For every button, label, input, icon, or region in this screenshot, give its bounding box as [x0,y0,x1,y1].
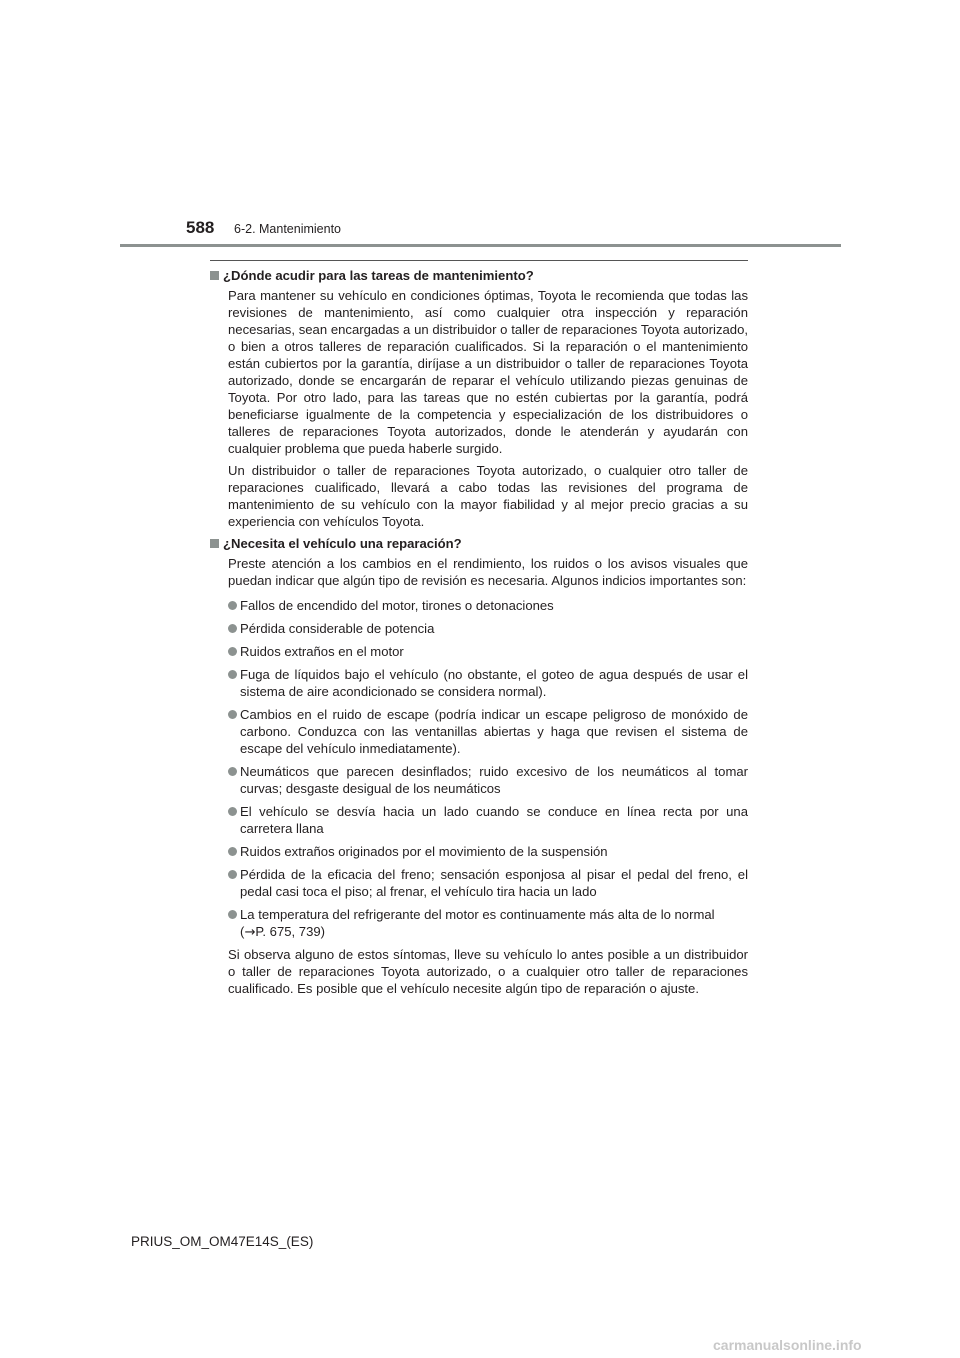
list-item-text-main: La temperatura del refrigerante del motor es continuamente más alta de lo normal [240,907,715,922]
list-item [228,706,748,757]
list-item-text: Pérdida de la eficacia del freno; sensación esponjosa al pisar el pedal del freno, el pedal casi toca el piso; al frenar, el vehículo tira hacia un lado [240,867,748,899]
square-bullet-icon [210,539,219,548]
section-title: 6-2. Mantenimiento [234,222,342,236]
heading-text: ¿Necesita el vehículo una reparación? [223,536,462,551]
paragraph: Preste atención a los cambios en el rendimiento, los ruidos o los avisos visuales que puedan indicar que algún tipo de revisión es necesaria. Algunos indicios importantes son: [228,556,748,588]
page-reference: P. 675, 739) [255,924,326,939]
page-ref-open: ( [240,924,245,939]
circle-bullet-icon [228,847,237,856]
circle-bullet-icon [228,647,237,656]
heading-text: ¿Dónde acudir para las tareas de mantenimiento? [223,268,534,283]
list-item [228,597,748,614]
circle-bullet-icon [228,767,237,776]
circle-bullet-icon [228,624,237,633]
page-number: 588 [186,218,215,237]
square-bullet-icon [210,271,219,280]
content-rule [210,260,748,261]
list-item-text: Pérdida considerable de potencia [240,621,435,636]
list-item [228,906,748,941]
footer-doc-code: PRIUS_OM_OM47E14S_(ES) [131,1234,314,1249]
main-content [210,267,748,1002]
arrow-right-icon: → [244,925,256,940]
heading-repair [210,535,748,552]
paragraph: Un distribuidor o taller de reparaciones Toyota autorizado, o cualquier otro taller de reparaciones cualificado, llevará a cabo todas las revisiones del programa de mantenimiento de su vehículo con la mayor fiabilidad y al mejor precio gracias a su experiencia con vehículos Toyota. [228,463,748,529]
list-item-text: Ruidos extraños originados por el movimiento de la suspensión [240,844,608,859]
list-item [228,763,748,797]
header-rule [120,244,841,247]
paragraph: Si observa alguno de estos síntomas, lleve su vehículo lo antes posible a un distribuidor o taller de reparaciones Toyota autorizado, o a cualquier otro taller de reparaciones cualificado. Es posible que el vehículo necesite algún tipo de reparación o ajuste. [228,947,748,996]
circle-bullet-icon [228,870,237,879]
list-item [228,866,748,900]
watermark: carmanualsonline.info [713,1337,862,1353]
list-item-text: Fuga de líquidos bajo el vehículo (no obstante, el goteo de agua después de usar el sistema de aire acondicionado se considera normal). [240,667,748,699]
circle-bullet-icon [228,710,237,719]
circle-bullet-icon [228,670,237,679]
list-item [228,803,748,837]
paragraph: Para mantener su vehículo en condiciones óptimas, Toyota le recomienda que todas las revisiones de mantenimiento, así como cualquier otra inspección y reparación necesarias, sean encargadas a un distribuidor o taller de reparaciones Toyota autorizado, o bien a otros talleres de reparación cualificados. Si la reparación o el mantenimiento están cubiertos por la garantía, diríjase a un distribuidor o taller de reparaciones Toyota autorizado, donde se encargarán de reparar el vehículo utilizando piezas genuinas de Toyota. Por otro lado, para las tareas que no estén cubiertas por la garantía, podrá beneficiarse igualmente de la competencia y especialización de los distribuidores o talleres de reparaciones Toyota autorizados, donde le atenderán y ayudarán con cualquier problema que pueda haberle surgido. [228,288,748,456]
list-item-text: Fallos de encendido del motor, tirones o detonaciones [240,598,554,613]
list-item-text: Ruidos extraños en el motor [240,644,404,659]
list-item-text: Cambios en el ruido de escape (podría indicar un escape peligroso de monóxido de carbono. Conduzca con las ventanillas abiertas y haga que revisen el sistema de escape del vehículo inmediatamente). [240,707,748,756]
list-item [228,643,748,660]
list-item-text [240,906,748,941]
list-item-text: Neumáticos que parecen desinflados; ruido excesivo de los neumáticos al tomar curvas; desgaste desigual de los neumáticos [240,764,748,796]
list-item [228,620,748,637]
heading-maintenance [210,267,748,284]
list-item-text: El vehículo se desvía hacia un lado cuando se conduce en línea recta por una carretera llana [240,804,748,836]
circle-bullet-icon [228,807,237,816]
list-item [228,666,748,700]
circle-bullet-icon [228,910,237,919]
circle-bullet-icon [228,601,237,610]
list-item [228,843,748,860]
